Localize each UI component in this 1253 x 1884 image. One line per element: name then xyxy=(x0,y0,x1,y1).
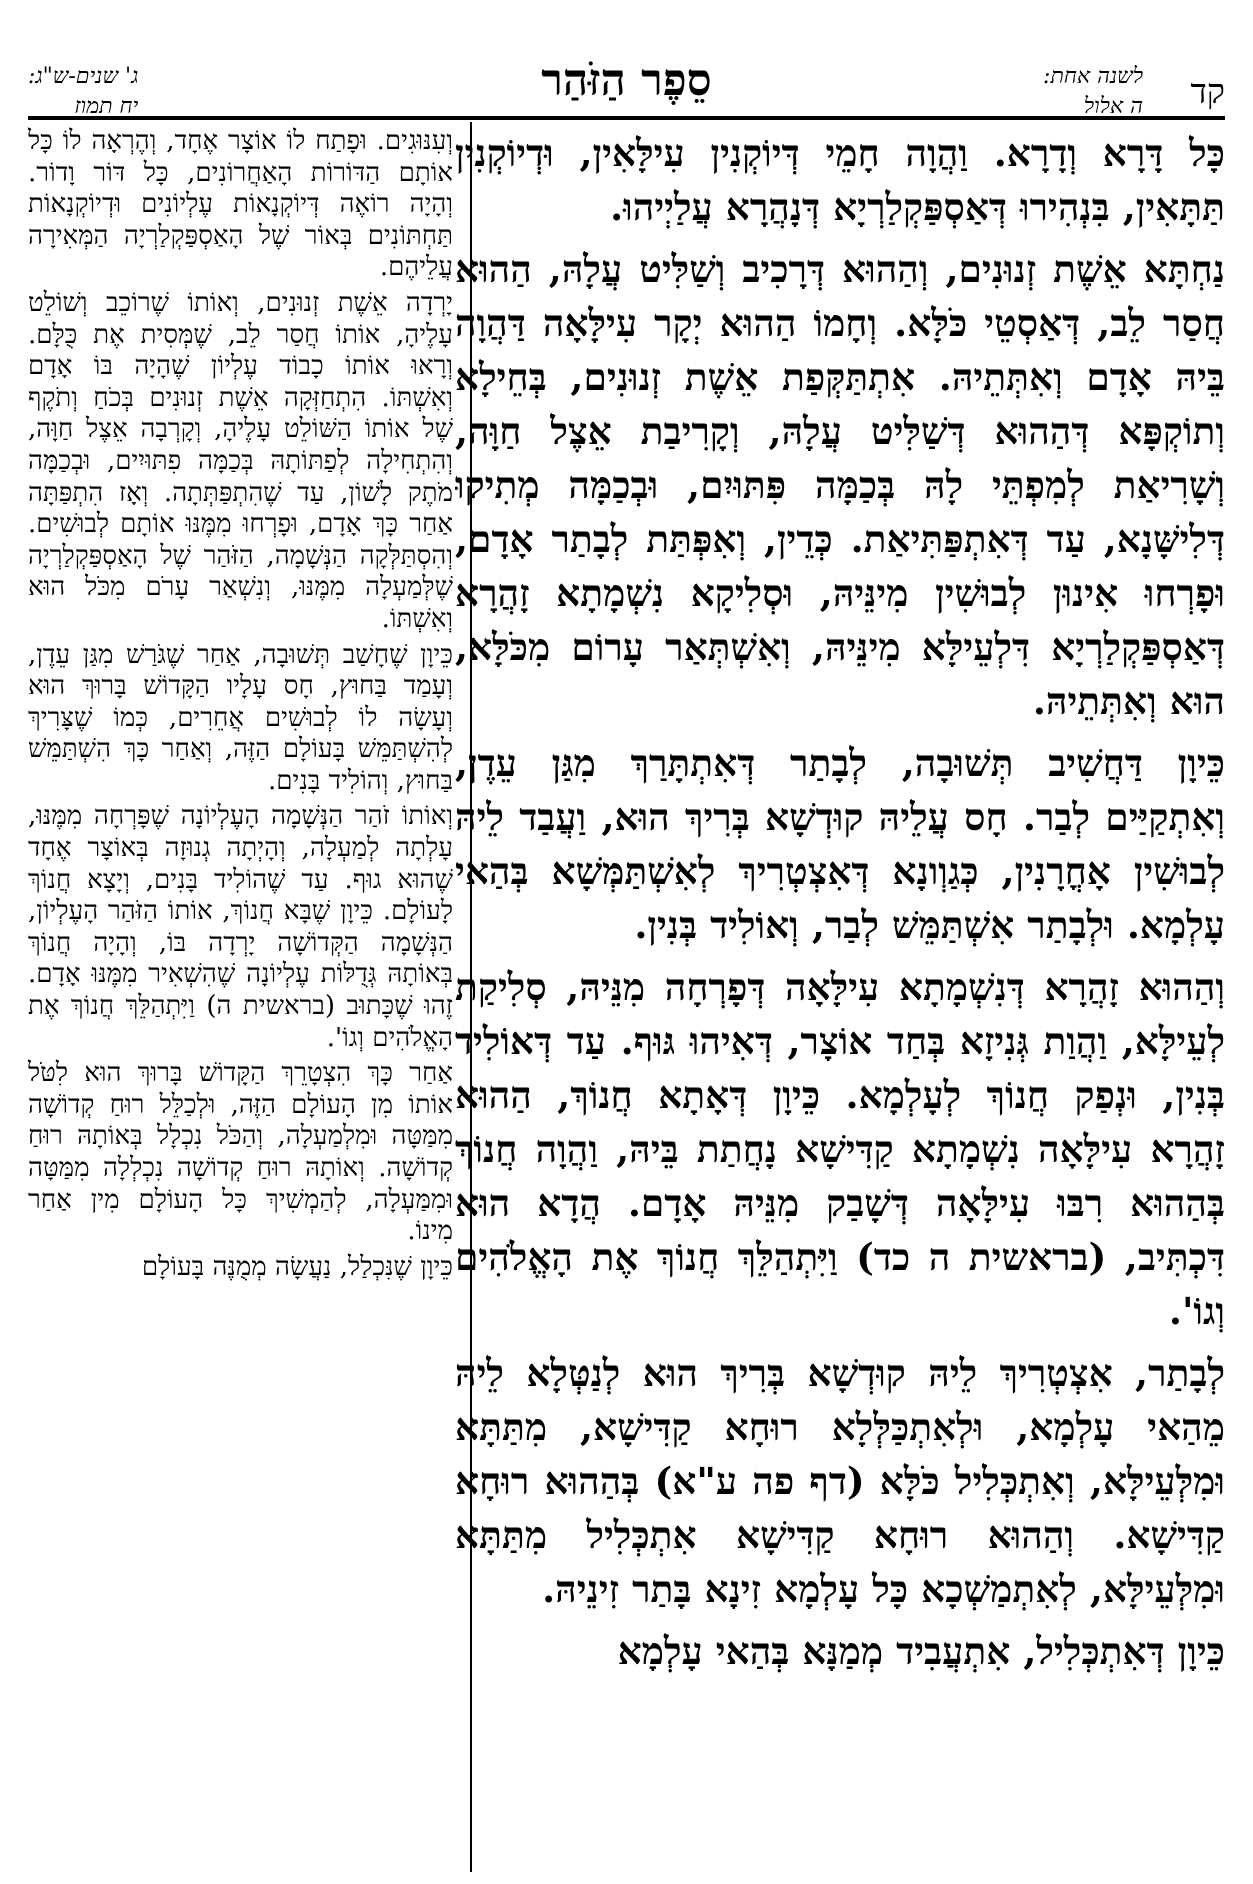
translation-paragraph: וְעִנּוּגִים. וּפָתַח לוֹ אוֹצָר אֶחָד, וְהֶרְאָה לוֹ כָּל אוֹתָם הַדּוֹרוֹת הָאַחֲרוֹנִים, כָּל דּוֹר וָדוֹר. וְהָיָה רוֹאֶה דְּיוֹקְנָאוֹת עֶלְיוֹנִים וּדְיוֹקְנָאוֹת תַּחְתּוֹנִים בְּאוֹר שֶׁל הָאַסְפַּקְלַרְיָה הַמְּאִירָה עֲלֵיהֶם. xyxy=(28,126,453,283)
schedule-one-year-label: לשנה אחת: xyxy=(1043,64,1143,89)
translation-paragraph: וְאוֹתוֹ זֹהַר הַנְּשָׁמָה הָעֶלְיוֹנָה שֶׁפָּרְחָה מִמֶּנּוּ, עָלְתָה לְמַעְלָה, וְהָיְתָה גְנוּזָה בְּאוֹצָר אֶחָד שֶׁהוּא גוּף. עַד שֶׁהוֹלִיד בָּנִים, וְיָצָא חֲנוֹךְ לָעוֹלָם. כֵּיוָן שֶׁבָּא חֲנוֹךְ, אוֹתוֹ הַזֹּהַר הָעֶלְיוֹן, הַנְּשָׁמָה הַקְּדוֹשָׁה יָרְדָה בּוֹ, וְהָיָה חֲנוֹךְ בְּאוֹתָהּ גְּדֻלּוֹת עֶלְיוֹנָה שֶׁהִשְׁאִיר מִמֶּנּוּ אָדָם. זֶהוּ שֶׁכָּתוּב (בראשית ה) וַיִּתְהַלֵּךְ חֲנוֹךְ אֶת הָאֱלֹהִים וְגוֹ'. xyxy=(28,801,453,1053)
column-divider xyxy=(470,122,472,1872)
translation-paragraph: כֵּיוָן שֶׁחָשַׁב תְּשׁוּבָה, אַחַר שֶׁגֹּרַשׁ מִגַּן עֵדֶן, וְעָמַד בַּחוּץ, חָס עָלָיו הַקָּדוֹשׁ בָּרוּךְ הוּא וְעָשָׂה לוֹ לְבוּשִׁים אֲחֵרִים, כְּמוֹ שֶׁצָּרִיךְ לְהִשְׁתַּמֵּשׁ בָּעוֹלָם הַזֶּה, וְאַחַר כָּךְ הִשְׁתַּמֵּשׁ בַּחוּץ, וְהוֹלִיד בָּנִים. xyxy=(28,639,453,796)
aramaic-paragraph: כֵּיוָן דַּחֲשִׁיב תְּשׁוּבָה, לְבָתַר דְּאִתְתָּרַךְ מִגַּן עֵדֶן, וְאִתְקַיַּים לְבַר. חָס עֲלֵיהּ קוּדְשָׁא בְּרִיךְ הוּא, וַעֲבַד לֵיהּ לְבוּשִׁין אָחֳרָנִין, כְּגַוְונָא דְּאִצְטְרִיךְ לְאִשְׁתַּמְּשָׁא בְּהַאי עָלְמָא. וּלְבָתַר אִשְׁתַּמֵּשׁ לְבַר, וְאוֹלִיד בְּנִין. xyxy=(455,741,1225,947)
aramaic-paragraph: נַחְתָּא אֵשֶׁת זְנוּנִים, וְהַהוּא דְּרָכִיב וְשַׁלִּיט עֲלָהּ, הַהוּא חֲסַר לֵב, דְּאַסְטֵי כֹּלָּא. וְחָמוֹ הַהוּא יְקָר עִילָּאָה דַּהֲוָה בֵּיהּ אָדָם וְאִתְּתֵיהּ. אִתְתַּקְּפַת אֵשֶׁת זְנוּנִים, בְּחֵילָא וְתוֹקְפָּא דְּהַהוּא דְּשַׁלִּיט עֲלָהּ, וְקָרִיבַת אֵצֶל חַוָּה, וְשָׁרִיאַת לְמִפְתֵּי לָהּ בְּכַמָּה פִּתּוּיִם, וּבְכַמָּה מְתִיקוּ דְּלִישָּׁנָא, עַד דְּאִתְפַּתִּיאַת. כְּדֵין, וְאִפְּתַּת לְבָתַר אָדָם, וּפָרְחוּ אִינוּן לְבוּשִׁין מִינֵּיהּ, וּסְלִיקָא נִשְׁמָתָא זָהֲרָא דְּאַסְפַּקְלַרְיָא דִּלְעֵילָּא מִינֵּיהּ, וְאִשְׁתְּאַר עָרוֹם מִכֹּלָּא, הוּא וְאִתְּתֵיהּ. xyxy=(455,247,1225,723)
translation-paragraph: יָרְדָה אֵשֶׁת זְנוּנִים, וְאוֹתוֹ שֶׁרוֹכֵב וְשׁוֹלֵט עָלֶיהָ, אוֹתוֹ חֲסַר לֵב, שֶׁמְּסִית אֶת כֻּלָּם. וְרָאוּ אוֹתוֹ כָבוֹד עֶלְיוֹן שֶׁהָיָה בּוֹ אָדָם וְאִשְׁתּוֹ. הִתְחַזְּקָה אֵשֶׁת זְנוּנִים בְּכֹחַ וְתֹקֶף שֶׁל אוֹתוֹ הַשּׁוֹלֵט עָלֶיהָ, וְקָרְבָה אֵצֶל חַוָּה, וְהִתְחִילָה לְפַתּוֹתָהּ בְּכַמָּה פִתּוּיִים, וּבְכַמָּה מֹתֶק לָשׁוֹן, עַד שֶׁהִתְפַּתְּתָה. וְאָז הִתְפַּתָּה אַחַר כָּךְ אָדָם, וּפָרְחוּ מִמֶּנּוּ אוֹתָם לְבוּשִׁים. וְהִסְתַּלְּקָה הַנְּשָׁמָה, הַזֹּהַר שֶׁל הָאַסְפַּקְלַרְיָה שֶׁלְּמַעְלָה מִמֶּנּוּ, וְנִשְׁאַר עָרֹם מִכֹּל הוּא וְאִשְׁתּוֹ. xyxy=(28,287,453,634)
schedule-three-years-date: יח תמוז xyxy=(74,94,139,119)
hebrew-translation-column xyxy=(28,126,453,1871)
translation-paragraph: כֵּיוָן שֶׁנִּכְלַל, נַעֲשָׂה מְמֻנֶּה בָּעוֹלָם xyxy=(141,1251,453,1282)
schedule-three-years-label: ג' שנים-ש"ג: xyxy=(28,64,139,89)
translation-paragraph: אַחַר כָּךְ הִצְטָרֵךְ הַקָּדוֹשׁ בָּרוּךְ הוּא לִטֹּל אוֹתוֹ מִן הָעוֹלָם הַזֶּה, וּלְכַלֵּל רוּחַ קְדוֹשָׁה מִמַּטָּה וּמִלְמַעְלָה, וְהַכֹּל נִכְלָל בְּאוֹתָהּ רוּחַ קְדוֹשָׁה. וְאוֹתָהּ רוּחַ קְדוֹשָׁה נִכְלְלָה מִמַּטָּה וּמִמַּעְלָה, לְהַמְשִׁיךְ כָּל הָעוֹלָם מִין אַחַר מִינוֹ. xyxy=(28,1058,453,1247)
header-rule xyxy=(28,116,1225,120)
schedule-one-year-date: ה אלול xyxy=(1083,94,1143,119)
aramaic-paragraph: כָּל דָּרָא וְדָרָא. וַהֲוָה חָמֵי דְּיוֹקְנִין עִילָּאִין, וּדְיוֹקְנִין תַּתָּאִין, בִּנְהִירוּ דְּאַסְפַּקְלַרְיָא דְּנָהֲרָא עֲלַיְיהוּ. xyxy=(455,131,1225,229)
page-header xyxy=(0,0,1253,118)
study-schedule-three-years xyxy=(28,62,138,122)
aramaic-paragraph: לְבָתַר, אִצְטְרִיךְ לֵיהּ קוּדְשָׁא בְּרִיךְ הוּא לְנַטְּלָא לֵיהּ מֵהַאי עָלְמָא, וּלְאִתְכַּלְּלָא רוּחָא קַדִּישָׁא, מִתַּתָּא וּמִלְּעֵילָּא, וְאִתְכְּלִיל כֹּלָּא (דף פה ע"א) בְּהַהוּא רוּחָא קַדִּישָׁא. וְהַהוּא רוּחָא קַדִּישָׁא אִתְכְּלִיל מִתַּתָּא וּמִלְּעֵילָּא, לְאִתְמַשְׁכָא כָּל עָלְמָא זִינָא בָּתַר זִינֵיהּ. xyxy=(455,1351,1225,1611)
book-title: סֵפֶר הַזֹּהַר xyxy=(541,55,712,106)
aramaic-text-column xyxy=(455,126,1225,1871)
aramaic-paragraph: כֵּיוָן דְּאִתְכְּלִיל, אִתְעֲבִיד מְמַנָּא בְּהַאי עָלְמָא xyxy=(617,1629,1225,1673)
page-number: קד xyxy=(1190,72,1225,112)
aramaic-paragraph: וְהַהוּא זָהֲרָא דְּנִשְׁמָתָא עִילָּאָה דְּפָרְחָה מִנֵּיהּ, סְלִיקַת לְעֵילָּא, וַהֲוַת גְּנִיזָא בְּחַד אוֹצָר, דְּאִיהוּ גּוּף. עַד דְּאוֹלִיד בְּנִין, וּנְפַק חֲנוֹךְ לְעָלְמָא. כֵּיוָן דְּאָתָא חֲנוֹךְ, הַהוּא זָהֲרָא עִילָּאָה נִשְׁמָתָא קַדִּישָׁא נָחֲתַת בֵּיהּ, וַהֲוָה חֲנוֹךְ בְּהַהוּא רִבּוּ עִילָּאָה דְּשָׁבַק מִנֵּיהּ אָדָם. הֲדָא הוּא דִּכְתִּיב, (בראשית ה כד) וַיִּתְהַלֵּךְ חֲנוֹךְ אֶת הָאֱלֹהִים וְגוֹ'. xyxy=(455,965,1225,1333)
